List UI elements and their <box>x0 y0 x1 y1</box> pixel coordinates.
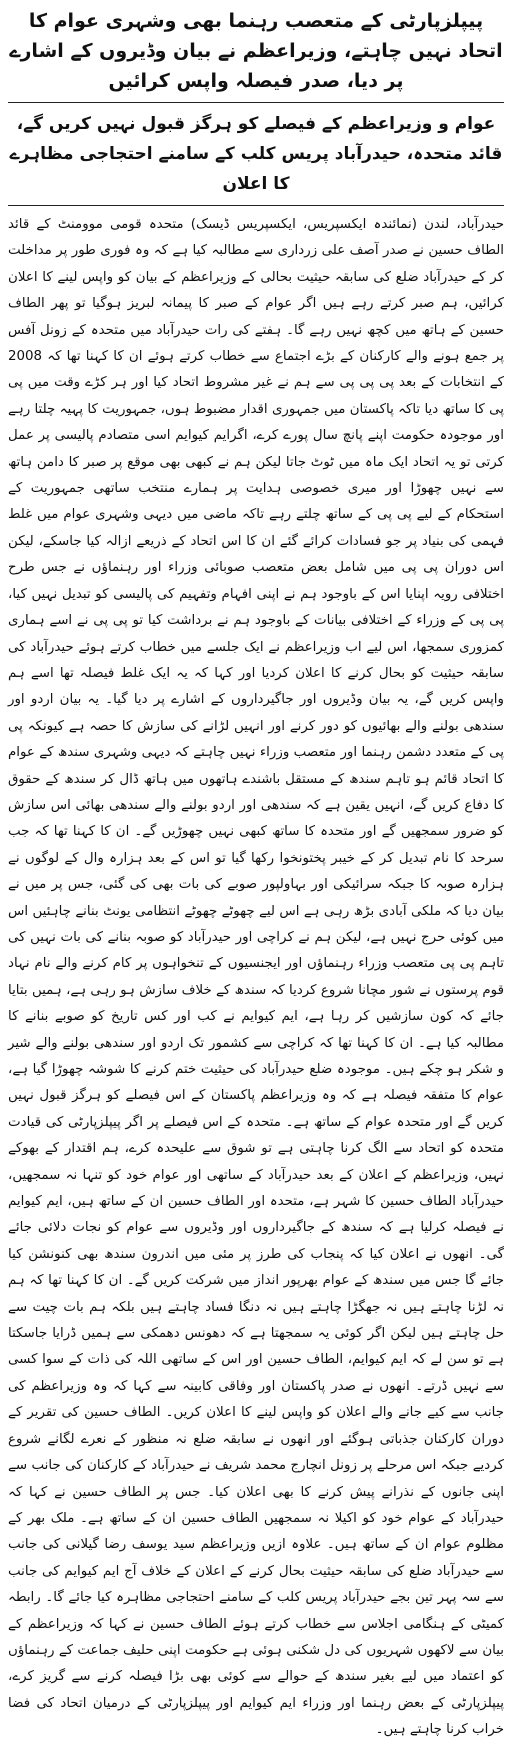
subheadline: عوام و وزیراعظم کے فیصلے کو ہرگز قبول نہیں کریں گے، قائد متحدہ، حیدرآباد پریس کلب کے سامنے احتجاجی مظاہرے کا اعلان <box>9 114 503 194</box>
subheadline-divider <box>8 205 504 206</box>
headline-divider <box>8 102 504 103</box>
headline: پیپلزپارٹی کے متعصب رہنما بھی وشہری عوام کا اتحاد نہیں چاہتے، وزیراعظم نے بیان وڈیروں کے اشارے پر دیا، صدر فیصلہ واپس کرائیں <box>9 10 503 92</box>
article-body: حیدرآباد، لندن (نمائندہ ایکسپریس، ایکسپریس ڈیسک) متحدہ قومی موومنٹ کے قائد الطاف حسین نے صدر آصف علی زرداری سے مطالبہ کیا ہے کہ وہ فوری طور پر مداخلت کر کے حیدرآباد ضلع کی سابقہ حیثیت بحالی کے وزیراعظم کے بیان کو واپس لینے کا اعلان کرائیں، ہم صبر کرتے رہے ہیں اگر عوام کے صبر کا پیمانہ لبریز ہوگیا تو پھر الطاف حسین کے ہاتھ میں کچھ نہیں رہے گا۔ ہفتے کی رات حیدرآباد میں متحدہ کے زونل آفس پر جمع ہونے والے کارکنان کے بڑے اجتماع سے خطاب کرتے ہوئے ان کا کہنا تھا کہ 2008 کے انتخابات کے بعد پی پی پی سے ہم نے غیر مشروط اتحاد کیا اور ہر کڑے وقت میں پی پی کا ساتھ دیا تاکہ پاکستان میں جمہوری اقدار مضبوط ہوں، جمہوریت کا پہیہ چلتا رہے اور موجودہ حکومت اپنے پانچ سال پورے کرے، اگرایم کیوایم اسی متصادم پالیسی پر عمل کرتی تو یہ اتحاد ایک ماہ میں ٹوٹ جاتا لیکن ہم نے کبھی بھی موقع پر صبر کا دامن ہاتھ سے نہیں چھوڑا اور میری خصوصی ہدایت پر ہمارے منتخب ساتھی جمہوریت کے استحکام کے لیے پی پی کے ساتھ چلتے رہے تاکہ ماضی میں دیہی وشہری عوام میں غلط فہمی کی بنیاد پر جو فسادات کرائے گئے ان کا اس اتحاد کے ذریعے ازالہ کیا جاسکے، لیکن اس دوران پی پی میں شامل بعض متعصب صوبائی وزراء اور رہنماؤں نے جس طرح اختلافی رویہ اپنایا اس کے باوجود ہم نے اپنی افہام وتفہیم کی پالیسی کو تبدیل نہیں کیا، پی پی کے وزراء کے اختلافی بیانات کے باوجود ہم نے برداشت کیا تو پی پی نے اسے ہماری کمزوری سمجھا، اس لیے اب وزیراعظم نے ایک جلسے میں خطاب کرتے ہوئے حیدرآباد کی سابقہ حیثیت کو بحال کرنے کا اعلان کردیا اور کہا کہ یہ ایک غلط فیصلہ تھا اسے ہم واپس کریں گے، یہ بیان وڈیروں اور جاگیرداروں کے اشارے پر دیا گیا۔ یہ بیان اردو اور سندھی بولنے والے بھائیوں کو دور کرنے اور انہیں لڑانے کی سازش کا حصہ ہے کیونکہ پی پی کے متعدد دشمن رہنما اور متعصب وزراء نہیں چاہتے کہ دیہی وشہری سندھ کے عوام کا اتحاد قائم ہو تاہم سندھ کے مستقل باشندے ہاتھوں میں ہاتھ ڈال کر سندھ کے حقوق کا دفاع کریں گے، انہیں یقین ہے کہ سندھی اور اردو بولنے والے سندھی بھائی اس سازش کو ضرور سمجھیں گے اور متحدہ کا ساتھ کبھی نہیں چھوڑیں گے۔ ان کا کہنا تھا کہ جب سرحد کا نام تبدیل کر کے خیبر پختونخوا رکھا گیا تو اس کے بعد ہزارہ وال کے لوگوں نے ہزارہ صوبہ کا جبکہ سرائیکی اور بہاولپور صوبے کی بات بھی کی گئی، جس پر میں نے بیان دیا کہ ملکی آبادی بڑھ رہی ہے اس لیے چھوٹے چھوٹے انتظامی یونٹ بنانے چاہئیں اس میں کوئی حرج نہیں ہے، لیکن ہم نے کراچی اور حیدرآباد کو صوبہ بنانے کی بات نہیں کی تاہم پی پی متعصب وزراء رہنماؤں اور ایجنسیوں کے تنخواہوں پر کام کرنے والے نام نہاد قوم پرستوں نے شور مچانا شروع کردیا کہ سندھ کے خلاف سازش ہو رہی ہے، ہمیں بتایا جائے کہ کون سازشیں کر رہا ہے، ایم کیوایم نے کب اور کس تاریخ کو صوبے بنانے کا مطالبہ کیا ہے۔ ان کا کہنا تھا کہ کراچی سے کشمور تک اردو اور سندھی بولنے والے شیر و شکر ہو چکے ہیں۔ موجودہ ضلع حیدرآباد کی حیثیت ختم کرنے کا شوشہ چھوڑا گیا ہے، عوام کا متفقہ فیصلہ ہے کہ وہ وزیراعظم پاکستان کے اس فیصلے کو ہرگز قبول نہیں کریں گے اور متحدہ عوام کے ساتھ ہے۔ متحدہ کے اس فیصلے پر اگر پیپلزپارٹی کی قیادت متحدہ کو اتحاد سے الگ کرنا چاہتی ہے تو شوق سے علیحدہ کرے، ہم اقتدار کے بھوکے نہیں، وزیراعظم کے اعلان کے بعد حیدرآباد کے ساتھی اور عوام خود کو تنہا نہ سمجھیں، حیدرآباد الطاف حسین کا شہر ہے، متحدہ اور الطاف حسین ان کے ساتھ ہیں، ایم کیوایم نے فیصلہ کرلیا ہے کہ سندھ کے جاگیرداروں اور وڈیروں سے عوام کو نجات دلائی جائے گی۔ انھوں نے اعلان کیا کہ پنجاب کی طرز پر مئی میں اندرون سندھ بھی کنونشن کیا جائے گا جس میں سندھ کے عوام بھرپور انداز میں شرکت کریں گے۔ ان کا کہنا تھا کہ ہم نہ لڑنا چاہتے ہیں نہ جھگڑا چاہتے ہیں نہ دنگا فساد چاہتے ہیں بلکہ ہم بات چیت سے حل چاہتے ہیں لیکن اگر کوئی یہ سمجھتا ہے کہ دھونس دھمکی سے ہمیں ڈرایا جاسکتا ہے تو سن لے کہ ایم کیوایم، الطاف حسین اور اس کے ساتھی اللہ کی ذات کے سوا کسی سے نہیں ڈرتے۔ انھوں نے صدر پاکستان اور وفاقی کابینہ سے کہا کہ وہ وزیراعظم کی جانب سے کیے جانے والے اعلان کو واپس لینے کا اعلان کریں۔ الطاف حسین کی تقریر کے دوران کارکنان جذباتی ہوگئے اور انھوں نے سابقہ ضلع نہ منظور کے نعرے لگانے شروع کردیے جبکہ اس مرحلے پر زونل انچارج محمد شریف نے حیدرآباد کے کارکنان کی جانب سے اپنی جانوں کے نذرانے پیش کرنے کا بھی اعلان کیا۔ جس پر الطاف حسین نے کہا کہ حیدرآباد کے عوام خود کو اکیلا نہ سمجھیں الطاف حسین ان کے ساتھ ہے۔ ملک بھر کے مظلوم عوام ان کے ساتھ ہیں۔ علاوہ ازیں وزیراعظم سید یوسف رضا گیلانی کی جانب سے حیدرآباد ضلع کی سابقہ حیثیت بحال کرنے کے اعلان کے خلاف آج ایم کیوایم کی جانب سے سہ پہر تین بجے حیدرآباد پریس کلب کے سامنے احتجاجی مظاہرہ کیا جائے گا۔ رابطہ کمیٹی کے ہنگامی اجلاس سے خطاب کرتے ہوئے الطاف حسین نے کہا کہ وزیراعظم کے بیان سے لاکھوں شہریوں کی دل شکنی ہوئی ہے حکومت اپنی حلیف جماعت کے رہنماؤں کو اعتماد میں لیے بغیر سندھ کے حوالے سے کوئی بھی بڑا فیصلہ کرنے سے گریز کرے، پیپلزپارٹی کے بعض رہنما اور وزراء ایم کیوایم اور پیپلزپارٹی کے درمیان اتحاد کی فضا خراب کرنا چاہتے ہیں۔ <box>8 217 504 1738</box>
